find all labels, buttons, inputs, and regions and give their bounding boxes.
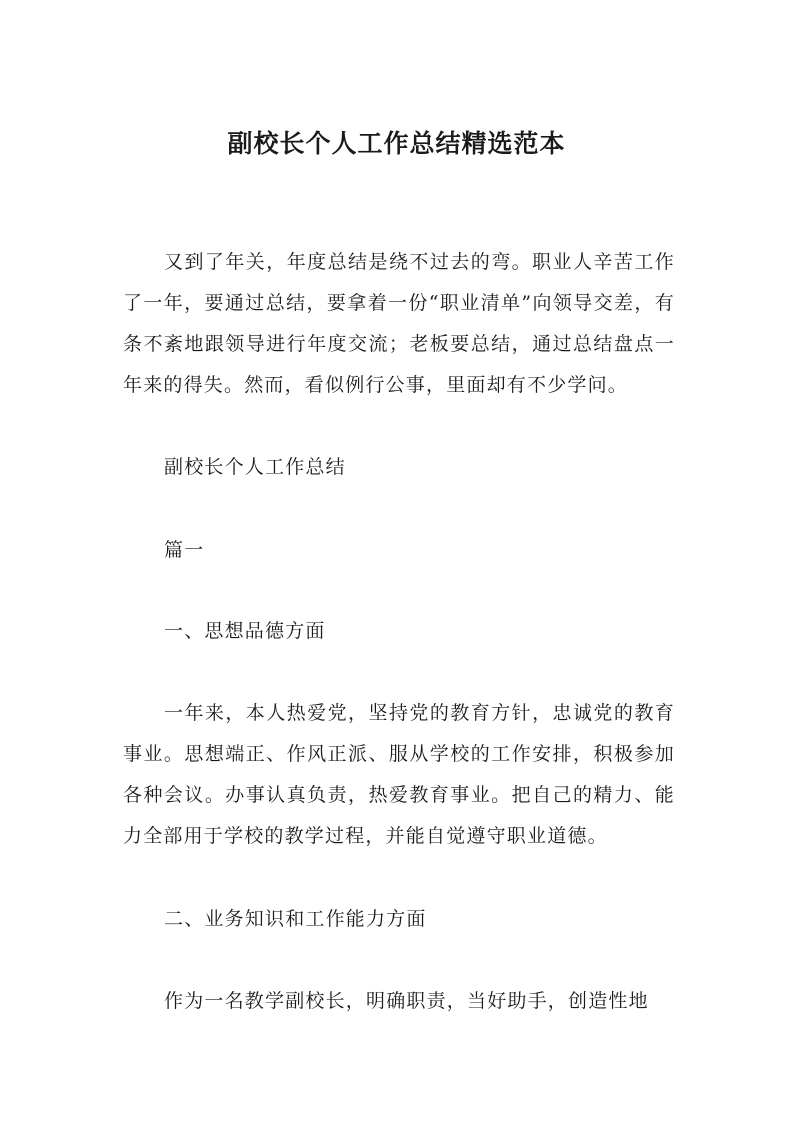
part-label [123, 530, 675, 571]
paragraph-text: 作为一名教学副校长，明确职责，当好助手，创造性地 [164, 990, 649, 1012]
paragraph-text: 副校长个人工作总结 [164, 456, 346, 478]
paragraph-text: 一、思想品德方面 [164, 620, 326, 642]
paragraph-text: 篇一 [164, 539, 205, 561]
body-paragraph [123, 693, 675, 857]
intro-paragraph [123, 242, 675, 406]
paragraph-text: 又到了年关，年度总结是绕不过去的弯。职业人辛苦工作了一年，要通过总结，要拿着一份“职业清单”向领导交差，有条不紊地跟领导进行年度交流；老板要总结，通过总结盘点一年来的得失。然而，看似例行公事，里面却有不少学问。 [123, 251, 675, 396]
subsection-heading [123, 899, 675, 940]
body-paragraph [123, 981, 675, 1022]
document-title: 副校长个人工作总结精选范本 [227, 129, 566, 158]
section-heading [123, 447, 675, 488]
paragraph-text: 二、业务知识和工作能力方面 [164, 908, 427, 930]
paragraph-text: 一年来，本人热爱党，坚持党的教育方针，忠诚党的教育事业。思想端正、作风正派、服从学校的工作安排，积极参加各种会议。办事认真负责，热爱教育事业。把自己的精力、能力全部用于学校的教学过程，并能自觉遵守职业道德。 [123, 702, 675, 847]
subsection-heading [123, 611, 675, 652]
